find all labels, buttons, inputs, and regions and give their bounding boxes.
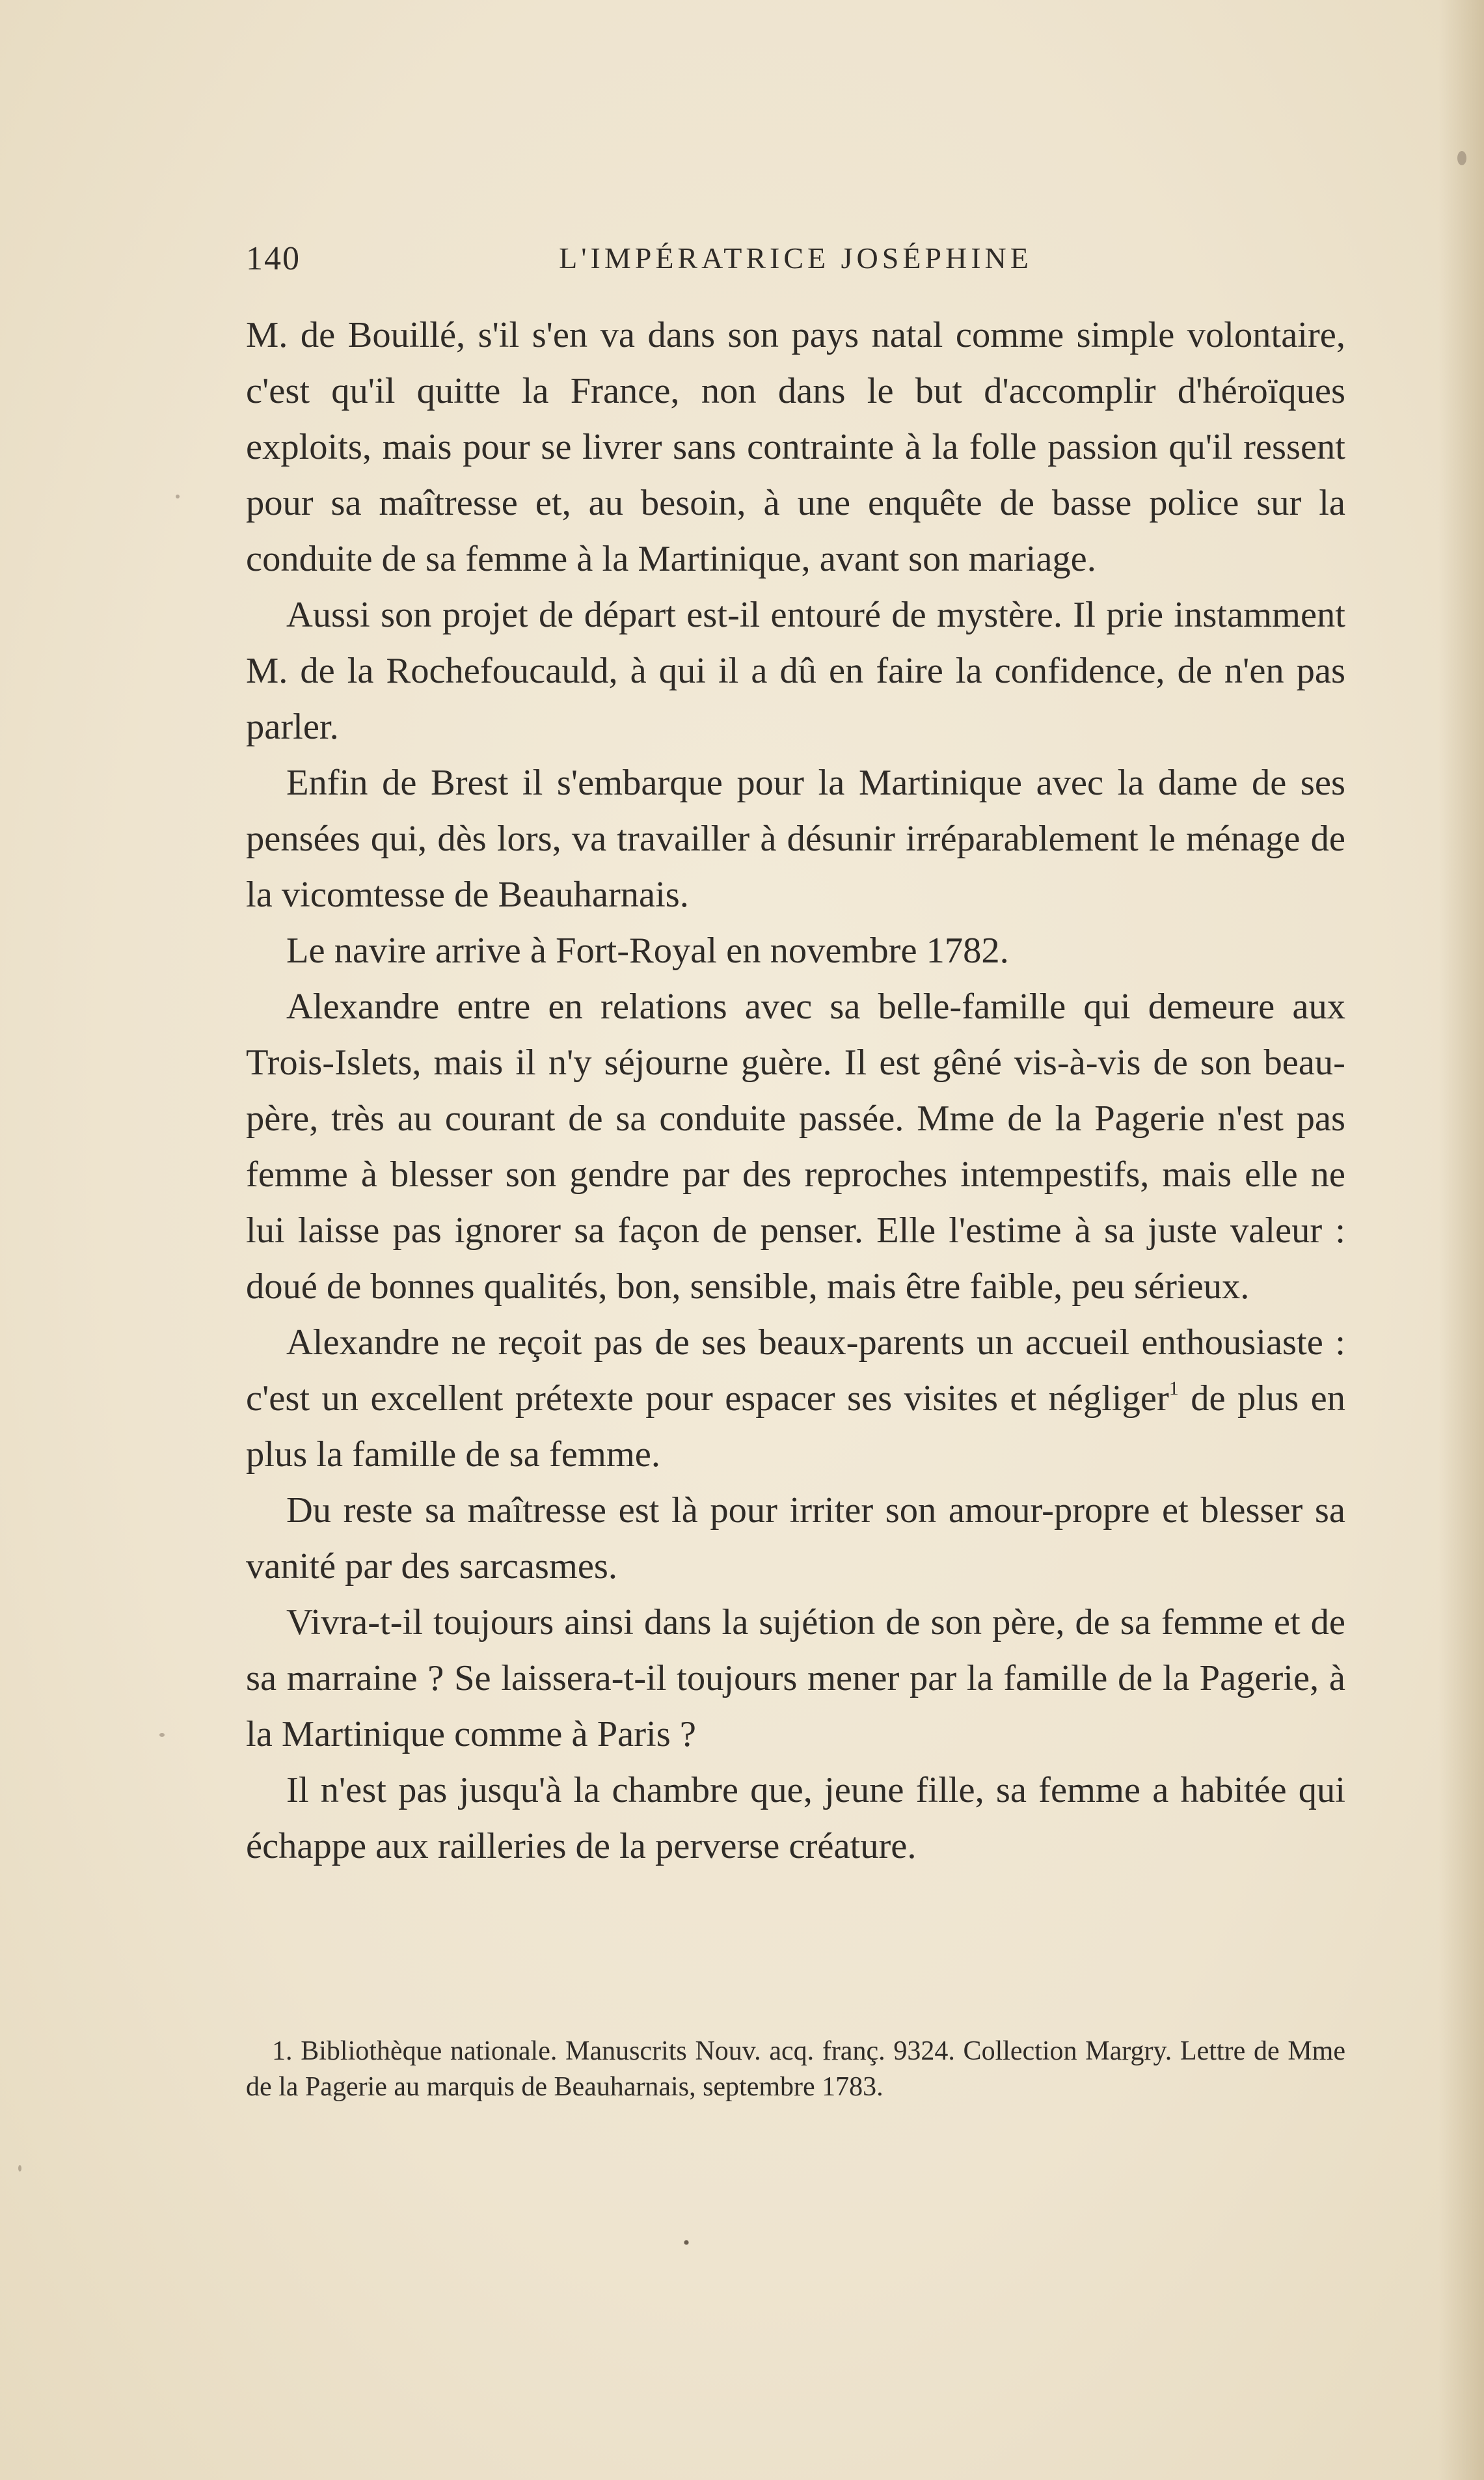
paragraph: Alexandre entre en relations avec sa belle-famille qui demeure aux Trois-Islets, mais il n'y séjourne guère. Il est gêné vis-à-vis de son beau-père, très au courant de sa conduite passée. Mme de la Pagerie n'est pas femme à blesser son gendre par des reproches intempestifs, mais elle ne lui laisse pas ignorer sa façon de penser. Elle l'estime à sa juste valeur : doué de bonnes qualités, bon, sensible, mais être faible, peu sérieux. xyxy=(246,987,1345,1307)
footnote-text: 1. Bibliothèque nationale. Manuscrits Nouv. acq. franç. 9324. Collection Margry. Lettre de Mme de la Pagerie au marquis de Beauharnais, septembre 1783. xyxy=(246,2036,1345,2102)
ornament-dot-icon: • xyxy=(682,2232,690,2254)
running-title: L'IMPÉRATRICE JOSÉPHINE xyxy=(559,241,1032,275)
paragraph: Le navire arrive à Fort-Royal en novembre 1782. xyxy=(286,931,1009,971)
footnote-reference[interactable]: 1 xyxy=(1168,1378,1179,1399)
paper-speck xyxy=(159,1733,165,1737)
paragraph-with-footnote xyxy=(246,1315,1345,1482)
paper-speck xyxy=(18,2165,21,2172)
paragraph: Aussi son projet de départ est-il entouré de mystère. Il prie instamment M. de la Rochefoucauld, à qui il a dû en faire la confidence, de n'en pas parler. xyxy=(246,595,1345,747)
paragraph-text: Alexandre ne reçoit pas de ses beaux-parents un accueil enthousiaste : c'est un excellent prétexte pour espacer ses visites et négliger xyxy=(246,1322,1345,1419)
page-header xyxy=(246,234,1345,293)
page-edge-shadow xyxy=(1438,0,1484,2480)
paragraph: Enfin de Brest il s'embarque pour la Martinique avec la dame de ses pensées qui, dès lors, va travailler à désunir irréparablement le ménage de la vicomtesse de Beauharnais. xyxy=(246,763,1345,915)
paragraph-text: de plus en plus la famille de sa femme. xyxy=(246,1378,1345,1475)
paragraph: Il n'est pas jusqu'à la chambre que, jeune fille, sa femme a habitée qui échappe aux railleries de la perverse créature. xyxy=(246,1770,1345,1866)
paragraph: Du reste sa maîtresse est là pour irriter son amour-propre et blesser sa vanité par des sarcasmes. xyxy=(246,1490,1345,1587)
body-text xyxy=(246,307,1345,1874)
paper-speck xyxy=(176,495,180,498)
footnote xyxy=(246,2034,1345,2105)
paragraph: Vivra-t-il toujours ainsi dans la sujétion de son père, de sa femme et de sa marraine ? Se laissera-t-il toujours mener par la famille de la Pagerie, à la Martinique comme à Paris ? xyxy=(246,1602,1345,1754)
paragraph: M. de Bouillé, s'il s'en va dans son pays natal comme simple volontaire, c'est qu'il quitte la France, non dans le but d'accomplir d'héroïques exploits, mais pour se livrer sans contrainte à la folle passion qu'il ressent pour sa maîtresse et, au besoin, à une enquête de basse police sur la conduite de sa femme à la Martinique, avant son mariage. xyxy=(246,315,1345,579)
page-number: 140 xyxy=(246,240,301,277)
paper-speck xyxy=(1457,151,1466,165)
